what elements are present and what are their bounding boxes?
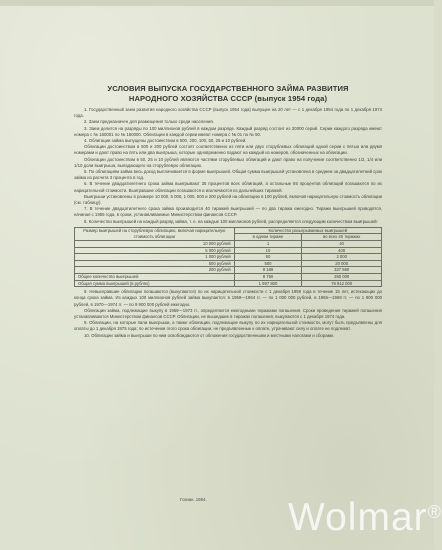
paragraph-7: 7. В течение двадцатилетнего срока займа производится 40 тиражей выигрышей — по два тиража ежегодно. Тиражи выигрышей проводятся, начиная с 1955 года, в сроки, устанавливаемые Министерством финансов СССР. bbox=[74, 206, 382, 218]
paragraph-3: 3. Заем делится на разряды по 100 миллионов рублей в каждом разряде. Каждый разряд состоит из 20000 серий. Серии каждого разряда имеют номера с № 160001 по № 180000. Облигации в каждой серии имеют номера с № 01 по № 50. bbox=[74, 125, 382, 137]
prize-count-one: 8 189 bbox=[234, 267, 302, 274]
paragraph-6: 6. В течение двадцатилетнего срока займа выигрывают 35 процентов всех облигаций, а остальные 65 процентов облигаций погашаются по их нарицательной стоимости. Выигравшие облигации погашаются и исключаются из дальнейших тиражей. bbox=[74, 181, 382, 193]
total-sum-row bbox=[75, 280, 382, 287]
paragraph-10: 10. Облигации займа и выигрыши по ним освобождаются от обложения государственными и местными налогами и сборами. bbox=[84, 332, 335, 338]
prize-count-header: Количество разыгрываемых выигрышей bbox=[234, 227, 381, 234]
all-draws-header: во всех 40 тиражах bbox=[302, 234, 382, 241]
prize-table bbox=[74, 227, 382, 287]
paragraph-9b: 9. Облигации, на которые пали выигрыши, а также облигации, подлежащие выкупу по их нарицательной стоимости, могут быть предъявлены для оплаты до 1 декабря 1975 года; по истечении этого срока облигации, не предъявленные к оплате, утрачивают силу и оплате не подлежат. bbox=[74, 320, 382, 332]
total-sum-all: 79 912 000 bbox=[302, 280, 382, 287]
one-draw-header: в одном тираже bbox=[234, 234, 302, 241]
prize-size: 10 000 рублей bbox=[75, 241, 235, 248]
prize-count-all: 40 bbox=[302, 241, 382, 248]
watermark-text: Wolmar bbox=[288, 496, 428, 539]
paper-top-edge bbox=[0, 0, 434, 6]
table-row bbox=[75, 254, 382, 261]
total-count-one: 8 750 bbox=[234, 274, 302, 281]
paragraph-6a: Выигрыши установлены в размере 10 000, 5 000, 1 000, 500 и 200 рублей на облигацию в 100 рублей, включая нарицательную стоимость облигации (см. таблицу). bbox=[74, 193, 383, 206]
total-sum-label: Общая сумма выигрышей (в рублях) bbox=[75, 280, 235, 287]
table-row bbox=[75, 247, 382, 254]
prize-count-all: 20 000 bbox=[302, 260, 382, 267]
total-count-all: 350 000 bbox=[302, 274, 382, 281]
prize-count-all: 400 bbox=[302, 247, 382, 254]
prize-count-one: 10 bbox=[234, 247, 302, 254]
total-sum-one: 1 997 800 bbox=[234, 280, 302, 287]
table-row bbox=[75, 267, 382, 274]
wolmar-watermark bbox=[288, 496, 442, 540]
paragraph-4: 4. Облигации займа выпущены достоинством в 500, 200, 100, 50, 25 и 10 рублей. bbox=[84, 138, 247, 144]
title-line-1: УСЛОВИЯ ВЫПУСКА ГОСУДАРСТВЕННОГО ЗАЙМА РАЗВИТИЯ bbox=[107, 84, 349, 93]
prize-size: 5 000 рублей bbox=[75, 247, 235, 254]
paragraph-4b: Облигации достоинством в 50, 25 и 10 рублей являются частями сторублевых облигаций и дают право на получение соответственно 1/2, 1/4 или 1/10 доли выигрыша, выпадающего на сторублевую облигацию. bbox=[74, 156, 382, 168]
printer-imprint: Гознак. 1954. bbox=[180, 497, 207, 502]
bond-conditions-text bbox=[74, 84, 382, 339]
paragraph-9a: Облигации займа, подлежащие выкупу в 1959—1973 гг., определяются ежегодными тиражами погашения. Сроки проведения тиражей погашения устанавливаются Министерством финансов СССР. Облигации, не вышедшие в тиражах погашения, выкупаются с 1 декабря 1974 года. bbox=[74, 307, 382, 320]
prize-count-all: 327 560 bbox=[302, 267, 382, 274]
total-count-label: Общее количество выигрышей bbox=[75, 274, 235, 281]
paragraph-5: 5. По облигациям займа весь доход выплачивается в форме выигрышей. Общая сумма выигрышей установлена в среднем за двадцатилетний срок займа из расчета 3 процента в год. bbox=[74, 169, 382, 181]
paragraph-1: 1. Государственный заем развития народного хозяйства СССР (выпуск 1954 года) выпущен на 20 лет — с 1 декабря 1954 года по 1 декабря 1974 года. bbox=[74, 107, 382, 119]
prize-size: 500 рублей bbox=[75, 260, 235, 267]
paragraph-8: 8. Количество выигрышей на каждый разряд займа, т. е. на каждые 100 миллионов рублей, распределяется следующим количеством выигрышей: bbox=[84, 218, 378, 224]
prize-count-one: 1 bbox=[234, 241, 302, 248]
prize-count-one: 500 bbox=[234, 260, 302, 267]
prize-size: 200 рублей bbox=[75, 267, 235, 274]
table-row bbox=[75, 260, 382, 267]
prize-size-header: Размер выигрышей на сторублевую облигацию, включая нарицательную стоимость облигации bbox=[75, 227, 235, 240]
total-count-row bbox=[75, 274, 382, 281]
registered-mark: ® bbox=[427, 502, 442, 522]
table-row bbox=[75, 241, 382, 248]
paragraph-2: 2. Заем предназначен для размещения только среди населения. bbox=[84, 119, 214, 125]
prize-count-one: 50 bbox=[234, 254, 302, 261]
prize-size: 1 000 рублей bbox=[75, 254, 235, 261]
paragraph-4a: Облигации достоинством в 500 и 200 рублей состоят соответственно из пяти или двух сторублевых облигаций одной серии с пятью или двумя номерами и дают право на пять или два выигрыша, которые одновременно падают на каждый из номеров, обозначенных на облигации. bbox=[74, 144, 382, 156]
document-title bbox=[74, 84, 382, 104]
prize-count-all: 2 000 bbox=[302, 254, 382, 261]
title-line-2: НАРОДНОГО ХОЗЯЙСТВА СССР (выпуск 1954 года) bbox=[128, 94, 328, 103]
paragraph-9: 9. Невыигравшие облигации погашаются (выкупаются) по их нарицательной стоимости с 1 декабря 1959 года в течение 15 лет, истекающих до конца срока займа. Из каждых 100 миллионов рублей займа выкупается: в 1959—1964 гг. — по 1 000 000 рублей, в 1965—1969 гг. — по 1 900 000 рублей, в 1970—1974 гг. — по 9 900 000 рублей ежегодно. bbox=[74, 289, 382, 307]
